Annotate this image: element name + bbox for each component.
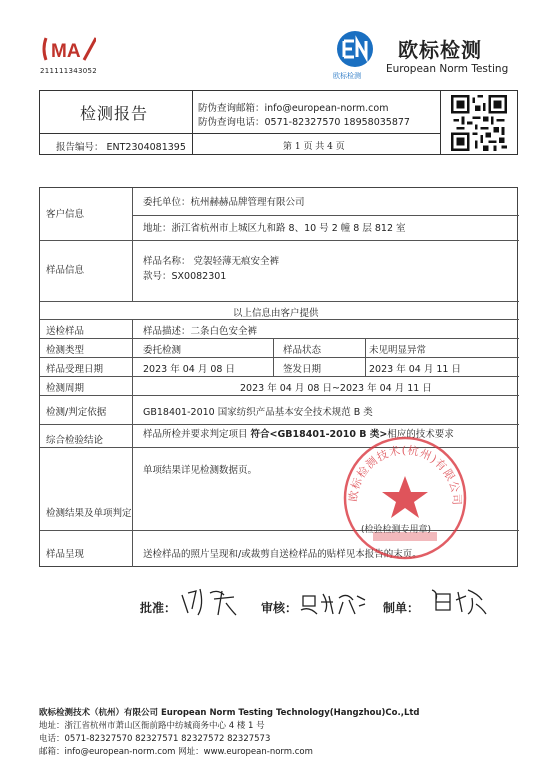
footer-address: 地址：浙江省杭州市萧山区衙前路中纺城商务中心 4 楼 1 号 [39,721,265,731]
make-label: 制单： [383,601,420,615]
sample-info-label: 样品信息 [46,265,85,276]
issue-date-label: 签发日期 [283,364,322,375]
page-indicator: 第 1 页 共 4 页 [283,142,345,152]
review-label: 审核： [261,601,298,615]
result-value: 单项结果详见检测数据页。 [143,465,258,476]
approver-signature [178,585,240,619]
qr-code[interactable] [451,95,507,151]
conclusion-bold: 符合<GB18401-2010 B 类> [250,429,388,440]
cma-number: 211111343052 [40,67,98,75]
reviewer-signature [299,588,369,618]
sample-state-label: 样品状态 [283,345,322,356]
inspection-seal-stamp [339,432,471,564]
client-info-label: 客户信息 [46,209,85,220]
conclusion-post: 相应的技术要求 [387,429,454,440]
basis-value: GB18401-2010 国家纺织产品基本安全技术规范 B 类 [143,407,373,418]
brand-name-en: European Norm Testing [386,63,509,75]
present-label: 样品呈现 [46,549,85,560]
footer-company: 欧标检测技术（杭州）有限公司 European Norm Testing Technology(Hangzhou)Co.,Ltd [39,708,420,718]
anti-fake-email: 防伪查询邮箱：info@european-norm.com [198,103,389,114]
basis-label: 检测/判定依据 [46,407,107,418]
svg-text:欧标检测技术(杭州)有限公司: 欧标检测技术(杭州)有限公司 [346,443,464,507]
sample-model: 款号：SX0082301 [143,271,227,282]
maker-signature [428,584,490,620]
anti-fake-phone: 防伪查询电话：0571-82327570 18958035877 [198,117,410,128]
send-sample-desc: 样品描述：二条白色安全裤 [143,326,258,337]
issue-date-value: 2023 年 04 月 11 日 [369,364,461,375]
sample-state-value: 未见明显异常 [369,345,427,356]
receive-date-value: 2023 年 04 月 08 日 [143,364,235,375]
test-period-value: 2023 年 04 月 08 日~2023 年 04 月 11 日 [240,383,432,394]
footer-email-web: 邮箱：info@european-norm.com 网址：www.european-norm.com [39,747,313,757]
client-address: 地址：浙江省杭州市上城区九和路 8、10 号 2 幢 8 层 812 室 [143,223,406,234]
logo-subtitle: 欧标检测 [333,72,361,80]
test-type-label: 检测类型 [46,345,85,356]
client-unit: 委托单位：杭州赫赫品牌管理有限公司 [143,197,305,208]
stamp-note: (检验检测专用章) [361,525,432,535]
provided-note: 以上信息由客户提供 [233,308,319,319]
receive-date-label: 样品受理日期 [46,364,104,375]
result-label: 检测结果及单项判定 [46,508,132,519]
brand-name-cn: 欧标检测 [398,38,482,62]
report-title: 检测报告 [80,104,149,123]
present-value: 送检样品的照片呈现和/或裁剪自送检样品的贴样见本报告的末页。 [143,549,422,560]
test-period-label: 检测周期 [46,383,85,394]
report-number: 报告编号： ENT2304081395 [56,142,186,153]
approve-label: 批准： [140,601,177,615]
cma-logo [40,35,96,63]
conclusion-label: 综合检验结论 [46,435,104,446]
conclusion-pre: 样品所检并要求判定项目 [143,429,251,440]
footer-phone: 电话：0571-82327570 82327571 82327572 82327573 [39,734,271,744]
send-sample-label: 送检样品 [46,326,85,337]
en-logo [336,30,374,68]
test-type-value: 委托检测 [143,345,182,356]
svg-text:MA: MA [51,41,81,62]
sample-name: 样品名称： 党袈轻薄无痕安全裤 [143,256,280,267]
